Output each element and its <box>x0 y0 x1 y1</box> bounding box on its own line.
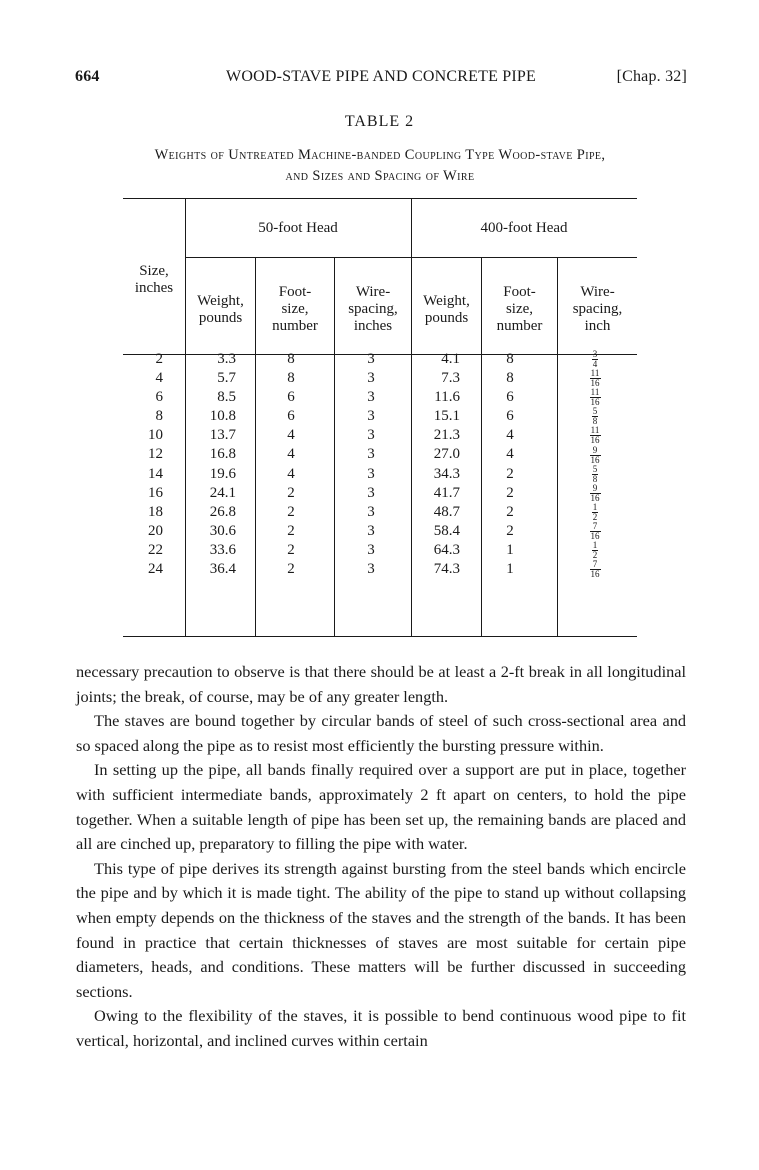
fraction <box>592 350 599 369</box>
fraction-denominator: 2 <box>592 550 598 560</box>
chapter-reference: [Chap. 32] <box>616 68 687 85</box>
fraction-numerator: 5 <box>592 463 598 474</box>
cell-weight-50: 36.4 <box>209 561 236 578</box>
cell-wirespacing-400 <box>558 426 632 445</box>
fraction-denominator: 16 <box>590 397 600 408</box>
fraction-numerator: 7 <box>590 560 601 570</box>
cell-footsize-400: 2 <box>506 503 514 520</box>
fraction <box>590 560 601 579</box>
fraction <box>592 407 599 426</box>
cell-weight-50: 33.6 <box>209 541 236 558</box>
cell-weight-400: 74.3 <box>433 561 460 578</box>
cell-wirespacing-50: 3 <box>367 351 375 367</box>
cell-wirespacing-400 <box>558 465 632 484</box>
cell-size: 6 <box>155 389 163 406</box>
cell-size: 4 <box>155 370 163 387</box>
fraction-denominator: 16 <box>590 530 600 541</box>
fraction-numerator: 11 <box>590 425 600 436</box>
column-wirespacing-50 <box>335 350 407 579</box>
cell-size: 14 <box>148 465 163 482</box>
fraction-numerator: 1 <box>592 501 598 512</box>
fraction-denominator: 16 <box>590 454 600 465</box>
header-wirespacing-50-l3: inches <box>353 318 393 334</box>
fraction-numerator: 9 <box>590 446 601 456</box>
cell-size: 12 <box>148 446 163 463</box>
fraction <box>590 369 601 388</box>
cell-size: 18 <box>148 503 163 520</box>
header-weight-50-l2: pounds <box>198 310 243 326</box>
cell-weight-50: 24.1 <box>209 484 236 501</box>
cell-wirespacing-50: 3 <box>367 522 375 539</box>
header-wirespacing-50-l2: spacing, <box>348 301 398 317</box>
running-title: WOOD-STAVE PIPE AND CONCRETE PIPE <box>226 68 536 85</box>
header-wirespacing-400-l3: inch <box>584 318 611 334</box>
fraction <box>590 522 601 541</box>
header-wirespacing-400-l2: spacing, <box>572 301 623 317</box>
fraction-denominator: 2 <box>592 511 598 522</box>
cell-weight-400: 15.1 <box>433 408 460 425</box>
cell-weight-400: 21.3 <box>433 427 460 444</box>
cell-footsize-50: 4 <box>287 446 295 463</box>
table-caption-line1: Weights of Untreated Machine-banded Coupling Type Wood-stave Pipe, <box>154 147 606 163</box>
column-weight-400 <box>412 350 460 579</box>
cell-weight-50: 13.7 <box>209 427 236 444</box>
cell-wirespacing-400 <box>558 388 632 407</box>
body-paragraph: The staves are bound together by circular bands of steel of such cross-sectional area and so spaced along the pipe as to resist most efficiently the bursting pressure within. <box>76 711 686 755</box>
cell-footsize-50: 2 <box>287 484 295 501</box>
size-header-line1: Size, <box>139 263 169 279</box>
cell-footsize-50: 6 <box>287 389 295 406</box>
fraction-numerator: 5 <box>592 406 598 417</box>
body-paragraph: necessary precaution to observe is that there should be at least a 2-ft break in all longitudinal joints; the break, of course, may be of any greater length. <box>76 662 686 706</box>
cell-weight-400: 7.3 <box>441 370 460 387</box>
cell-weight-400: 64.3 <box>433 541 460 558</box>
cell-wirespacing-50: 3 <box>367 484 375 501</box>
cell-footsize-400: 2 <box>506 522 514 539</box>
header-footsize-400-l1: Foot- <box>503 284 536 300</box>
running-head <box>75 68 687 90</box>
page-number: 664 <box>75 68 100 85</box>
header-wirespacing-50-l1: Wire- <box>355 284 391 300</box>
cell-wirespacing-400 <box>558 541 632 560</box>
size-column-header <box>123 263 185 297</box>
cell-wirespacing-50: 3 <box>367 370 375 387</box>
table-label: TABLE 2 <box>344 113 415 130</box>
column-footsize-50 <box>256 350 326 579</box>
cell-wirespacing-400 <box>558 445 632 464</box>
cell-wirespacing-50: 3 <box>367 503 375 520</box>
fraction-denominator: 16 <box>590 435 600 446</box>
cell-wirespacing-400 <box>558 484 632 503</box>
cell-size: 22 <box>148 541 163 558</box>
body-paragraph: Owing to the flexibility of the staves, it is possible to bend continuous wood pipe to fit vertical, horizontal, and inclined curves within certain <box>76 1006 686 1050</box>
cell-footsize-50: 8 <box>287 370 295 387</box>
cell-footsize-50: 6 <box>287 408 295 425</box>
fraction <box>590 426 601 445</box>
cell-wirespacing-400 <box>558 369 632 388</box>
header-footsize-50-l2: size, <box>281 301 309 317</box>
cell-wirespacing-400 <box>558 407 632 426</box>
header-footsize-50-l3: number <box>272 318 318 334</box>
table-caption <box>74 145 686 187</box>
fraction-denominator: 4 <box>592 359 598 370</box>
body-text <box>76 660 686 1054</box>
cell-weight-400: 11.6 <box>434 389 460 406</box>
fraction-denominator: 8 <box>592 416 598 427</box>
fraction-denominator: 16 <box>590 569 600 580</box>
cell-footsize-400: 1 <box>506 541 514 558</box>
header-weight-50-l1: Weight, <box>197 293 244 309</box>
body-paragraph: This type of pipe derives its strength against bursting from the steel bands which encircle the pipe and by which it is made tight. The ability of the pipe to stand up without collapsing when empty depends on the thickness of the staves and the strength of the bands. It has been found in practice that certain thicknesses of staves are most suitable for certain pipe diameters, heads, and conditions. These matters will be further discussed in succeeding sections. <box>76 858 686 1001</box>
cell-size: 8 <box>155 408 163 425</box>
cell-size: 24 <box>148 561 163 578</box>
table-bottom-rule <box>123 636 637 637</box>
cell-footsize-50: 2 <box>287 503 295 520</box>
column-weight-50 <box>186 350 236 579</box>
cell-footsize-400: 8 <box>506 351 514 367</box>
header-weight-400 <box>412 293 481 327</box>
cell-weight-50: 30.6 <box>209 522 236 539</box>
header-wirespacing-400-l1: Wire- <box>580 284 615 300</box>
cell-size: 16 <box>148 484 163 501</box>
header-weight-400-l2: pounds <box>424 310 469 326</box>
column-footsize-400 <box>482 350 538 579</box>
body-paragraph: In setting up the pipe, all bands finally required over a support are put in place, together with sufficient intermediate bands, approximately 2 ft apart on centers, to hold the pipe together. When a suitable length of pipe has been set up, the remaining bands are placed and all are cinched up, preparatory to filling the pipe with water. <box>76 760 686 854</box>
group-header-400-foot: 400-foot Head <box>480 220 568 236</box>
fraction <box>592 465 599 484</box>
cell-footsize-400: 1 <box>506 561 514 578</box>
fraction-numerator: 7 <box>590 522 601 532</box>
fraction <box>592 541 599 560</box>
cell-wirespacing-50: 3 <box>367 446 375 463</box>
fraction <box>592 503 599 522</box>
cell-weight-50: 10.8 <box>209 408 236 425</box>
fraction-denominator: 8 <box>592 473 598 484</box>
table-top-rule <box>123 198 637 199</box>
cell-wirespacing-50: 3 <box>367 465 375 482</box>
cell-wirespacing-400 <box>558 350 632 369</box>
cell-footsize-400: 6 <box>506 389 514 406</box>
cell-footsize-400: 2 <box>506 484 514 501</box>
cell-weight-50: 8.5 <box>217 389 236 406</box>
fraction-numerator: 11 <box>590 368 600 379</box>
column-size <box>123 350 163 579</box>
header-footsize-400-l2: size, <box>505 301 534 317</box>
fraction-numerator: 11 <box>590 387 600 398</box>
cell-weight-400: 48.7 <box>433 503 460 520</box>
header-footsize-400-l3: number <box>496 318 543 334</box>
header-wirespacing-400 <box>558 284 637 335</box>
cell-weight-50: 19.6 <box>209 465 236 482</box>
cell-size: 10 <box>148 427 163 444</box>
cell-weight-50: 26.8 <box>209 503 236 520</box>
cell-footsize-400: 4 <box>506 446 514 463</box>
fraction-denominator: 16 <box>590 378 600 389</box>
header-footsize-50 <box>256 284 334 335</box>
fraction-numerator: 1 <box>592 540 598 550</box>
size-header-line2: inches <box>134 280 174 296</box>
fraction-numerator: 3 <box>592 349 598 360</box>
cell-footsize-50: 8 <box>287 351 295 367</box>
cell-wirespacing-400 <box>558 522 632 541</box>
cell-wirespacing-50: 3 <box>367 408 375 425</box>
header-footsize-50-l1: Foot- <box>278 284 312 300</box>
cell-weight-50: 3.3 <box>217 351 236 367</box>
fraction <box>590 484 601 503</box>
cell-wirespacing-400 <box>558 503 632 522</box>
cell-footsize-400: 4 <box>506 427 514 444</box>
cell-weight-400: 34.3 <box>433 465 460 482</box>
cell-weight-50: 16.8 <box>209 446 236 463</box>
cell-wirespacing-50: 3 <box>367 541 375 558</box>
cell-weight-400: 4.1 <box>441 351 460 367</box>
column-wirespacing-400 <box>558 350 632 579</box>
fraction <box>590 388 601 407</box>
cell-weight-400: 27.0 <box>433 446 460 463</box>
cell-footsize-50: 2 <box>287 561 295 578</box>
cell-wirespacing-50: 3 <box>367 389 375 406</box>
cell-size: 2 <box>155 351 163 367</box>
cell-weight-400: 41.7 <box>433 484 460 501</box>
header-footsize-400 <box>482 284 557 335</box>
cell-footsize-50: 4 <box>287 465 295 482</box>
cell-footsize-400: 6 <box>506 408 514 425</box>
header-weight-400-l1: Weight, <box>423 293 470 309</box>
cell-size: 20 <box>148 522 163 539</box>
table-caption-line2: and Sizes and Spacing of Wire <box>285 168 475 184</box>
cell-wirespacing-400 <box>558 560 632 579</box>
cell-footsize-400: 8 <box>506 370 514 387</box>
cell-footsize-50: 2 <box>287 541 295 558</box>
cell-footsize-50: 2 <box>287 522 295 539</box>
group-header-50-foot: 50-foot Head <box>258 220 338 236</box>
cell-weight-50: 5.7 <box>217 370 236 387</box>
cell-wirespacing-50: 3 <box>367 561 375 578</box>
cell-footsize-400: 2 <box>506 465 514 482</box>
fraction-numerator: 9 <box>590 484 601 494</box>
header-wirespacing-50 <box>335 284 411 335</box>
cell-wirespacing-50: 3 <box>367 427 375 444</box>
fraction-denominator: 16 <box>590 492 600 503</box>
cell-footsize-50: 4 <box>287 427 295 444</box>
header-weight-50 <box>186 293 255 327</box>
cell-weight-400: 58.4 <box>433 522 460 539</box>
fraction <box>590 446 601 465</box>
